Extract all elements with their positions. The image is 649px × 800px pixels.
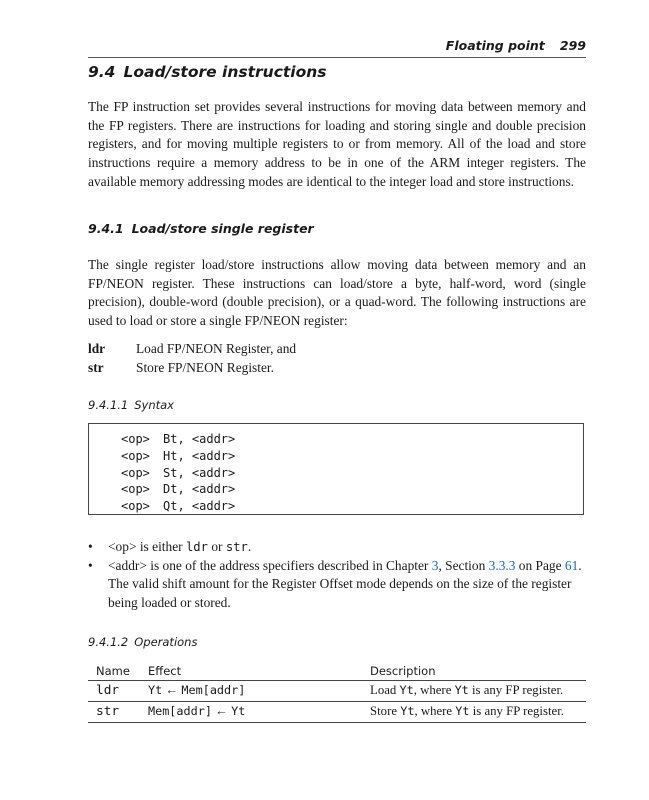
running-head [88,38,586,54]
code-args: Bt, <addr> [163,432,236,446]
syntax-title: Syntax [134,398,174,412]
cell-effect: Yt ← Mem[addr] [148,681,370,702]
subsection-title: Load/store single register [131,221,314,236]
code-op: <op> [121,432,150,446]
cell-effect: Mem[addr] ← Yt [148,702,370,723]
cell-description: Load Yt, where Yt is any FP register. [370,681,586,702]
definition-term: str [88,359,104,375]
cell-name: str [88,702,148,723]
code-line [121,498,235,515]
syntax-bullet-list [88,538,586,613]
page-number: 299 [559,38,586,53]
instruction-definition-list [88,340,586,377]
operations-number: 9.4.1.2 [88,635,129,649]
code-line [121,465,235,482]
code-op: <op> [121,448,150,463]
intro-paragraph: The FP instruction set provides several instructions for moving data between memory and the FP registers. There are instructions for loading and storing single and double precision registers, and for moving multiple registers to or from memory. All of the load and store instructions require a memory address to be in one of the ARM integer registers. The available memory addressing modes are identical to the integer load and store instructions. [88,99,586,189]
definition-description: Load FP/NEON Register, and [136,341,297,356]
section-link[interactable]: 3.3.3 [488,557,516,573]
header-description: Description [370,661,586,681]
definition-item [88,340,586,359]
bullet-dot: • [88,557,93,573]
subsection-heading [88,221,314,236]
code-line [121,431,235,448]
definition-term: ldr [88,341,106,356]
chapter-link[interactable]: 3 [431,557,439,573]
running-head-title: Floating point [445,38,545,53]
code-args: Qt, <addr> [163,499,236,514]
subsection-paragraph: The single register load/store instructions allow moving data between memory and an FP/NEON register. These instructions can load/store a byte, half-word, word (single precision), double-word (double precision), or a quad-word. The following instructions are used to load or store a single FP/NEON register: [88,257,586,329]
code-args: Dt, <addr> [163,482,236,497]
code-op: <op> [121,499,150,514]
operations-heading [88,635,197,649]
code-op: <op> [121,482,150,497]
header-rule [88,57,586,58]
section-heading [88,63,327,81]
syntax-heading [88,398,174,412]
cell-description: Store Yt, where Yt is any FP register. [370,702,586,723]
syntax-code-box [88,423,584,515]
section-title: Load/store instructions [123,63,327,81]
operations-title: Operations [134,635,198,649]
table-row [88,702,586,723]
code-line [121,448,235,465]
page-link[interactable]: 61 [564,557,579,573]
header-effect: Effect [148,661,370,681]
bullet-addr: • <addr> is one of the address specifiers described in Chapter 3, Section 3.3.3 on Page 61. The valid shift amount for the Register Offset mode depends on the size of the register being loaded or stored. [88,557,582,611]
section-number: 9.4 [88,63,116,81]
code-args: St, <addr> [163,465,236,480]
definition-description: Store FP/NEON Register. [136,359,274,375]
syntax-number: 9.4.1.1 [88,398,129,412]
definition-item [88,359,586,378]
code-op: <op> [121,465,150,480]
code-line [121,481,235,498]
cell-name: ldr [88,681,148,702]
operations-table [88,661,586,723]
table-row [88,681,586,702]
bullet-dot: • [88,539,93,554]
bullet-op: • <op> is either ldr or str. [88,538,586,557]
table-header-row [88,661,586,681]
header-name: Name [88,661,148,681]
subsection-number: 9.4.1 [88,221,124,236]
code-args: Ht, <addr> [163,448,236,463]
